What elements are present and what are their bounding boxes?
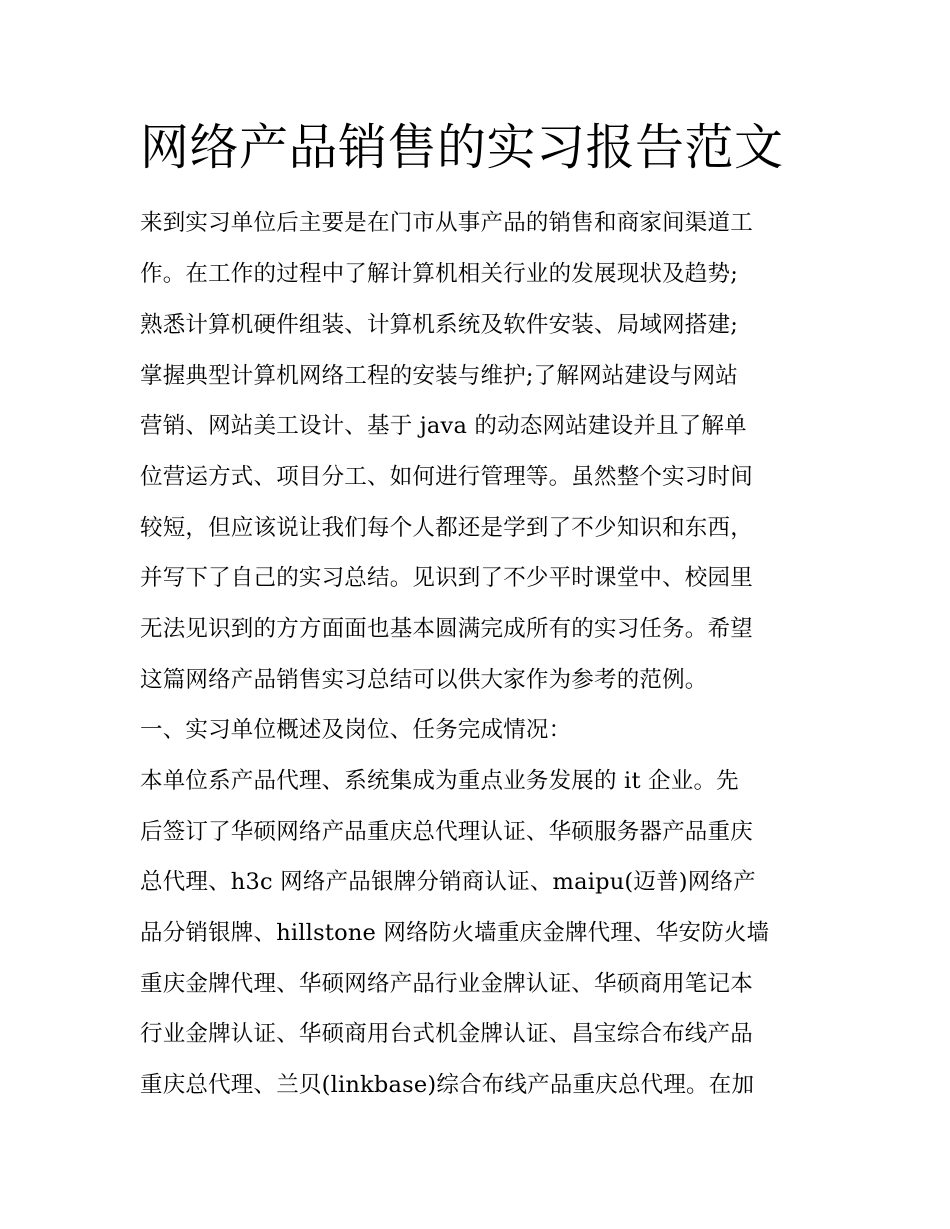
paragraph-line: 作。在工作的过程中了解计算机相关行业的发展现状及趋势; bbox=[140, 261, 738, 287]
paragraph-line: 总代理、h3c 网络产品银牌分销商认证、maipu(迈普)网络产 bbox=[140, 869, 756, 895]
paragraph-line: 掌握典型计算机网络工程的安装与维护;了解网站建设与网站 bbox=[140, 363, 738, 389]
paragraph-line: 熟悉计算机硬件组装、计算机系统及软件安装、局域网搭建; bbox=[140, 312, 738, 338]
paragraph-line: 并写下了自己的实习总结。见识到了不少平时课堂中、校园里 bbox=[140, 565, 753, 591]
paragraph-line: 本单位系产品代理、系统集成为重点业务发展的 it 企业。先 bbox=[140, 768, 739, 794]
paragraph-line: 这篇网络产品销售实习总结可以供大家作为参考的范例。 bbox=[140, 667, 708, 693]
section-heading: 一、实习单位概述及岗位、任务完成情况： bbox=[140, 717, 572, 743]
paragraph-line: 营销、网站美工设计、基于 java 的动态网站建设并且了解单 bbox=[140, 413, 747, 439]
paragraph-line: 后签订了华硕网络产品重庆总代理认证、华硕服务器产品重庆 bbox=[140, 819, 753, 845]
paragraph-line: 来到实习单位后主要是在门市从事产品的销售和商家间渠道工 bbox=[140, 210, 753, 236]
paragraph-line: 重庆总代理、兰贝(linkbase)综合布线产品重庆总代理。在加 bbox=[140, 1072, 755, 1098]
paragraph-line: 重庆金牌代理、华硕网络产品行业金牌认证、华硕商用笔记本 bbox=[140, 971, 753, 997]
document-title: 网络产品销售的实习报告范文 bbox=[140, 119, 784, 176]
paragraph-line: 无法见识到的方方面面也基本圆满完成所有的实习任务。希望 bbox=[140, 616, 753, 642]
paragraph-line: 位营运方式、项目分工、如何进行管理等。虽然整个实习时间 bbox=[140, 464, 753, 490]
paragraph-line: 品分销银牌、hillstone 网络防火墙重庆金牌代理、华安防火墙 bbox=[140, 920, 770, 946]
paragraph-line: 行业金牌认证、华硕商用台式机金牌认证、昌宝综合布线产品 bbox=[140, 1021, 753, 1047]
paragraph-line: 较短，但应该说让我们每个人都还是学到了不少知识和东西， bbox=[140, 515, 753, 541]
